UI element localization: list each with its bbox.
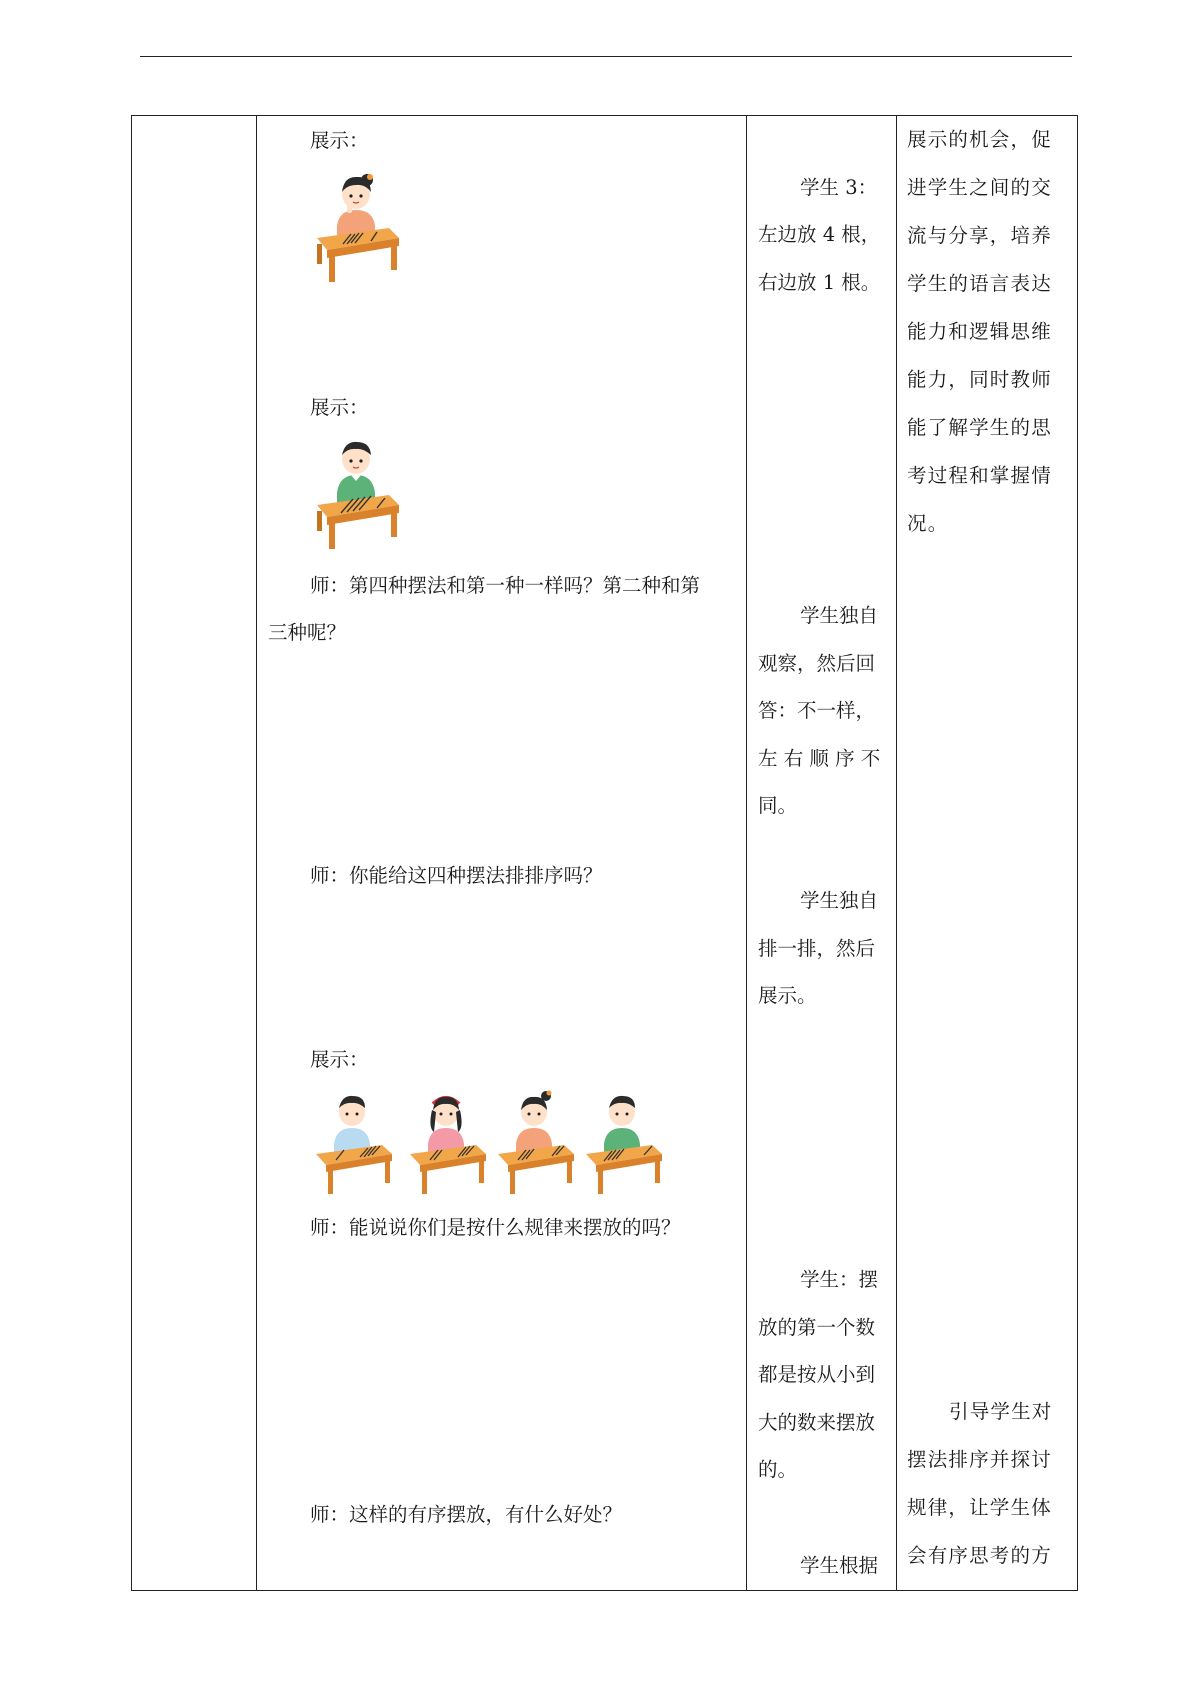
observe-line4: 左 右 顺 序 不: [758, 747, 881, 770]
intent-line: 能力和逻辑思维: [907, 320, 1052, 343]
rule-line2: 放的第一个数: [758, 1316, 876, 1339]
header-rule: [140, 56, 1072, 57]
observe-line2: 观察，然后回: [758, 652, 876, 675]
intent-line: 摆法排序并探讨: [907, 1448, 1052, 1471]
boy-green-shirt-at-desk-icon: [307, 433, 407, 553]
show-label-3: 展示：: [310, 1048, 369, 1071]
student3-line3: 右边放 1 根。: [758, 271, 881, 294]
intent-block-2: [907, 1388, 1072, 1580]
intent-line: 况。: [907, 512, 949, 535]
intent-line: 规律，让学生体: [907, 1496, 1052, 1519]
question-sort-arrangements: 师：你能给这四种摆法排排序吗？: [310, 864, 603, 887]
sort-line3: 展示。: [758, 984, 817, 1007]
rule-line5: 的。: [758, 1458, 798, 1481]
column-divider-2: [746, 116, 747, 1590]
show-label-1: 展示：: [310, 129, 369, 152]
intent-line: 学生的语言表达: [907, 272, 1052, 295]
question-benefit: 师：这样的有序摆放，有什么好处？: [310, 1503, 623, 1526]
student3-line2: 左边放 4 根，: [758, 223, 881, 246]
show-label-2: 展示：: [310, 396, 369, 419]
column-divider-4: [1077, 116, 1078, 1590]
last-line1: 学生根据: [800, 1554, 879, 1577]
rule-line1: 学生：摆: [800, 1268, 879, 1291]
intent-line: 进学生之间的交: [907, 176, 1052, 199]
intent-line: 会有序思考的方: [907, 1544, 1052, 1567]
rule-line4: 大的数来摆放: [758, 1411, 876, 1434]
intent-block-1: [907, 116, 1072, 548]
intent-line: 能了解学生的思: [907, 416, 1052, 439]
rule-line3: 都是按从小到: [758, 1363, 876, 1386]
intent-line: 引导学生对: [949, 1400, 1053, 1423]
four-children-at-desks-icon: [312, 1088, 692, 1198]
column-divider-3: [896, 116, 897, 1590]
girl-ponytail-at-desk-icon: [307, 166, 407, 286]
intent-line: 流与分享，培养: [907, 224, 1052, 247]
observe-line1: 学生独自: [800, 604, 879, 627]
student3-line1: 学生 3：: [800, 176, 878, 199]
observe-line5: 同。: [758, 794, 798, 817]
intent-line: 展示的机会，促: [907, 128, 1052, 151]
lesson-table: [131, 115, 1078, 1591]
question-fourth-arrangement: 师：第四种摆法和第一种一样吗？第二种和第: [310, 574, 701, 597]
sort-line2: 排一排，然后: [758, 937, 876, 960]
intent-line: 考过程和掌握情: [907, 464, 1052, 487]
sort-line1: 学生独自: [800, 889, 879, 912]
question-rule: 师：能说说你们是按什么规律来摆放的吗？: [310, 1216, 681, 1239]
observe-line3: 答：不一样，: [758, 699, 876, 722]
intent-line: 能力，同时教师: [907, 368, 1052, 391]
question-fourth-arrangement-cont: 三种呢？: [268, 621, 347, 644]
column-divider-1: [256, 116, 257, 1590]
